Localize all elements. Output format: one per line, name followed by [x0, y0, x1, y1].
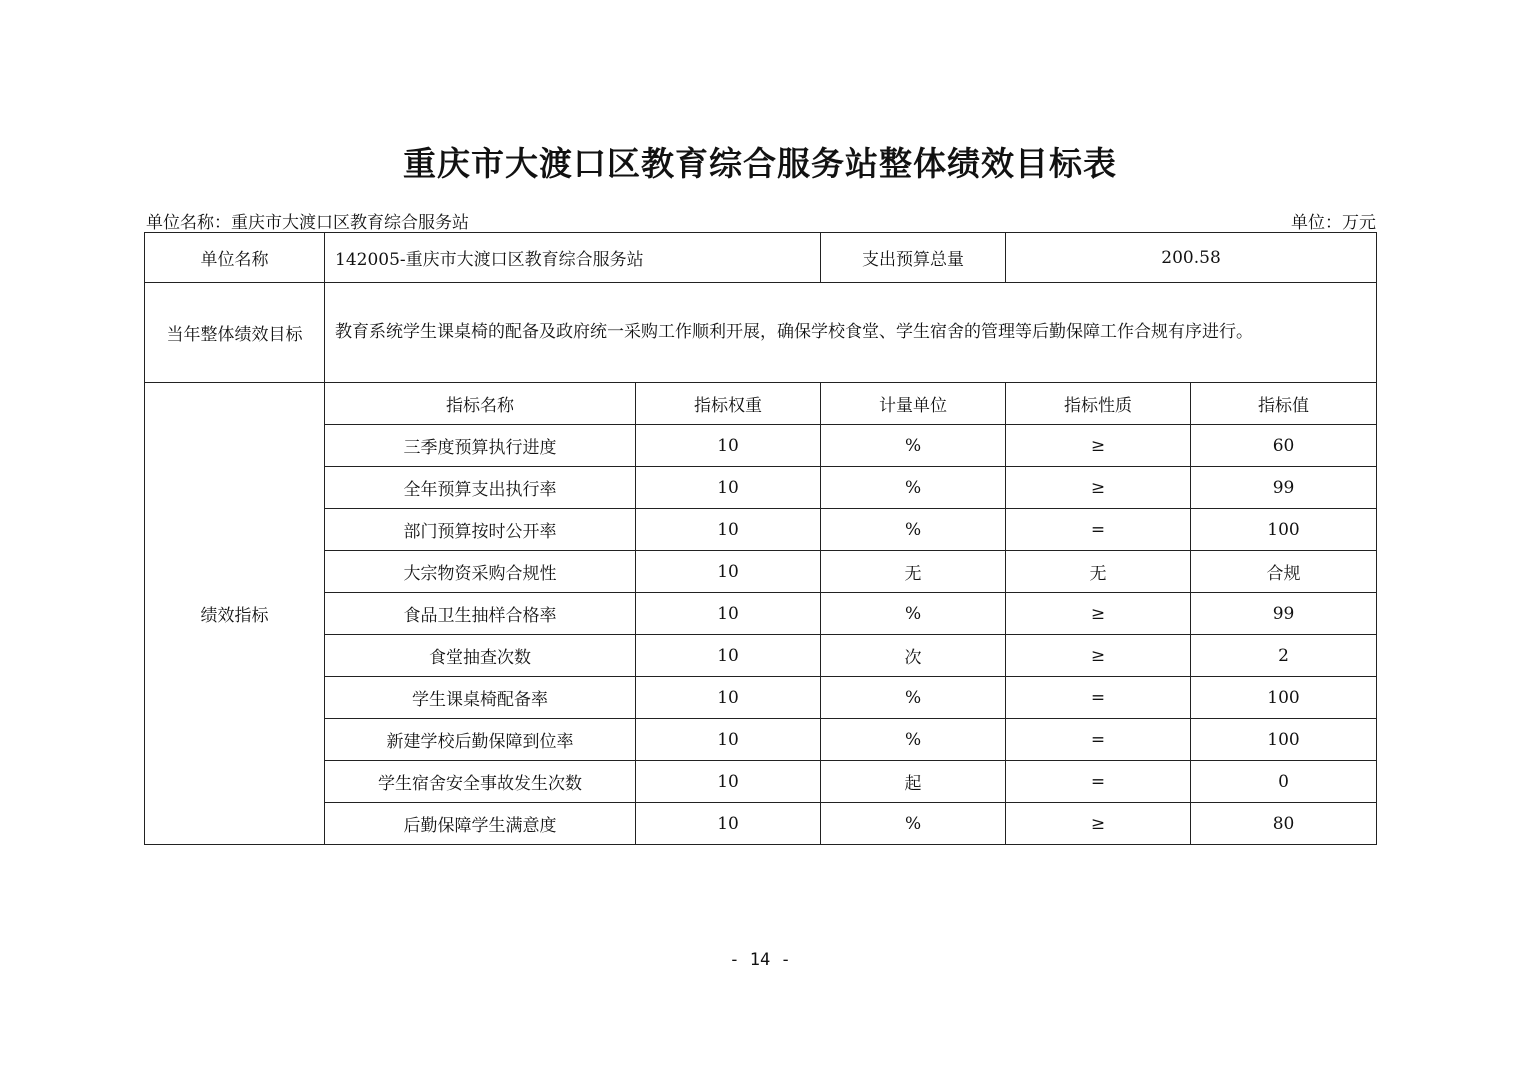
indicator-name-cell: 食品卫生抽样合格率 — [325, 593, 636, 635]
column-header: 指标值 — [1191, 383, 1377, 425]
indicator-name-cell: 大宗物资采购合规性 — [325, 551, 636, 593]
column-header: 指标权重 — [636, 383, 821, 425]
indicator-value-cell: 99 — [1191, 593, 1377, 635]
indicator-unit-cell: % — [821, 509, 1006, 551]
indicator-nature-cell: ≥ — [1006, 635, 1191, 677]
indicator-weight-cell: 10 — [636, 635, 821, 677]
indicator-unit-cell: 次 — [821, 635, 1006, 677]
indicator-name-cell: 新建学校后勤保障到位率 — [325, 719, 636, 761]
page-title: 重庆市大渡口区教育综合服务站整体绩效目标表 — [403, 144, 1117, 183]
indicator-value-cell: 0 — [1191, 761, 1377, 803]
indicator-unit-cell: % — [821, 593, 1006, 635]
indicator-weight-cell: 10 — [636, 425, 821, 467]
indicator-value-cell: 60 — [1191, 425, 1377, 467]
table-row — [145, 677, 1377, 719]
indicator-nature-cell: = — [1006, 761, 1191, 803]
column-header: 计量单位 — [821, 383, 1006, 425]
indicator-weight-cell: 10 — [636, 803, 821, 845]
goal-label-cell: 当年整体绩效目标 — [145, 283, 325, 383]
indicator-unit-cell: % — [821, 677, 1006, 719]
table-row — [145, 761, 1377, 803]
unit-value-cell: 142005-重庆市大渡口区教育综合服务站 — [325, 233, 821, 283]
indicator-value-cell: 合规 — [1191, 551, 1377, 593]
budget-value-cell: 200.58 — [1006, 233, 1377, 283]
indicator-nature-cell: ≥ — [1006, 467, 1191, 509]
indicator-unit-cell: % — [821, 425, 1006, 467]
indicator-name-cell: 部门预算按时公开率 — [325, 509, 636, 551]
indicator-nature-cell: ≥ — [1006, 593, 1191, 635]
unit-measure: 单位：万元 — [1291, 213, 1376, 233]
indicator-section-label: 绩效指标 — [145, 383, 325, 845]
unit-name-line: 单位名称：重庆市大渡口区教育综合服务站 — [146, 213, 469, 233]
indicator-name-cell: 全年预算支出执行率 — [325, 467, 636, 509]
page-number: - 14 - — [729, 950, 791, 970]
indicator-weight-cell: 10 — [636, 551, 821, 593]
indicator-name-cell: 食堂抽查次数 — [325, 635, 636, 677]
indicator-name-cell: 三季度预算执行进度 — [325, 425, 636, 467]
indicator-unit-cell: 起 — [821, 761, 1006, 803]
indicator-value-cell: 100 — [1191, 719, 1377, 761]
table-row — [145, 551, 1377, 593]
indicator-value-cell: 80 — [1191, 803, 1377, 845]
indicator-unit-cell: 无 — [821, 551, 1006, 593]
indicator-nature-cell: 无 — [1006, 551, 1191, 593]
indicator-weight-cell: 10 — [636, 761, 821, 803]
indicator-unit-cell: % — [821, 719, 1006, 761]
goal-text-cell: 教育系统学生课桌椅的配备及政府统一采购工作顺利开展，确保学校食堂、学生宿舍的管理等后勤保障工作合规有序进行。 — [325, 283, 1377, 383]
indicator-name-cell: 后勤保障学生满意度 — [325, 803, 636, 845]
indicator-weight-cell: 10 — [636, 509, 821, 551]
table-row — [145, 635, 1377, 677]
indicator-weight-cell: 10 — [636, 719, 821, 761]
indicator-nature-cell: = — [1006, 509, 1191, 551]
indicator-value-cell: 99 — [1191, 467, 1377, 509]
indicator-weight-cell: 10 — [636, 467, 821, 509]
indicator-nature-cell: = — [1006, 719, 1191, 761]
table-row — [145, 509, 1377, 551]
indicator-header-row — [145, 383, 1377, 425]
header-row — [145, 233, 1377, 283]
indicator-value-cell: 2 — [1191, 635, 1377, 677]
table-row — [145, 467, 1377, 509]
indicator-value-cell: 100 — [1191, 677, 1377, 719]
performance-table — [144, 232, 1377, 845]
indicator-nature-cell: ≥ — [1006, 803, 1191, 845]
indicator-weight-cell: 10 — [636, 677, 821, 719]
unit-label-cell: 单位名称 — [145, 233, 325, 283]
indicator-nature-cell: = — [1006, 677, 1191, 719]
table-row — [145, 803, 1377, 845]
indicator-weight-cell: 10 — [636, 593, 821, 635]
indicator-name-cell: 学生宿舍安全事故发生次数 — [325, 761, 636, 803]
indicator-body — [145, 383, 1377, 845]
column-header: 指标名称 — [325, 383, 636, 425]
table-row — [145, 719, 1377, 761]
indicator-unit-cell: % — [821, 467, 1006, 509]
table-row — [145, 593, 1377, 635]
indicator-nature-cell: ≥ — [1006, 425, 1191, 467]
column-header: 指标性质 — [1006, 383, 1191, 425]
indicator-name-cell: 学生课桌椅配备率 — [325, 677, 636, 719]
indicator-value-cell: 100 — [1191, 509, 1377, 551]
budget-label-cell: 支出预算总量 — [821, 233, 1006, 283]
table-row — [145, 425, 1377, 467]
indicator-unit-cell: % — [821, 803, 1006, 845]
goal-row — [145, 283, 1377, 383]
